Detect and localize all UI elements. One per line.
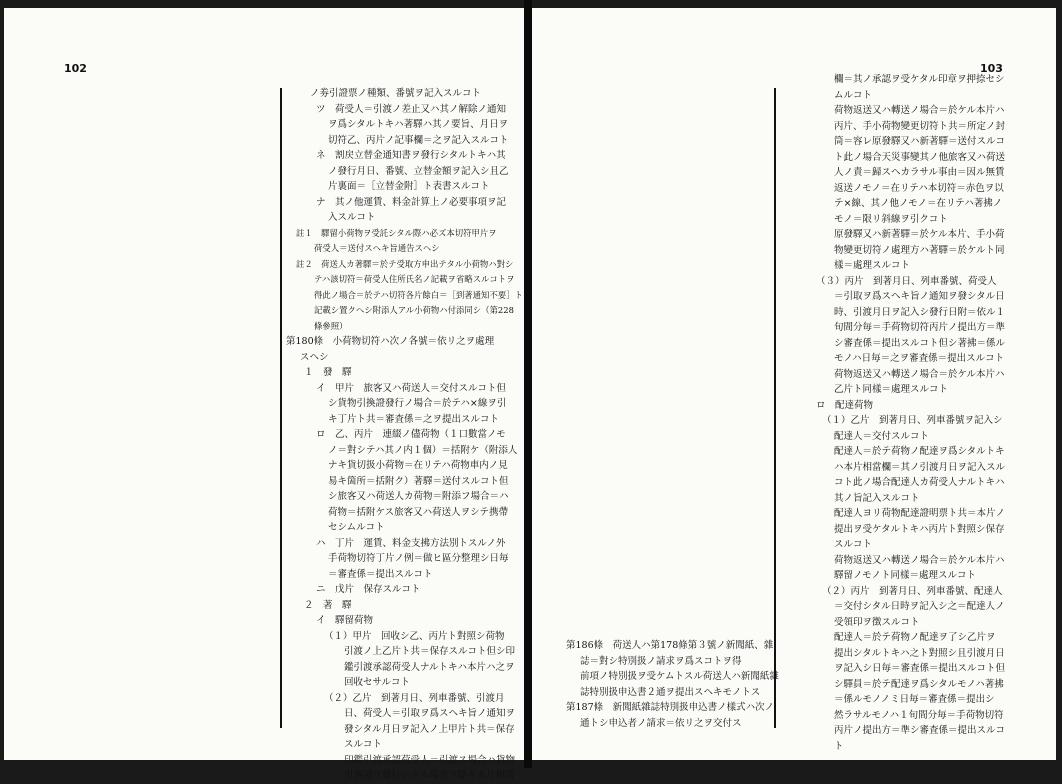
text-line: 荷受人＝送付スヘキ旨通告スヘシ (314, 243, 440, 253)
right-page (532, 8, 1056, 760)
text-line: 配達人＝交付スルコト (834, 430, 930, 442)
text-line: （２）乙片 到著月日、列車番號、引渡月 (324, 692, 505, 704)
text-line: 易キ箇所＝括附ク）著驛＝送付スルコト但 (328, 475, 509, 487)
text-line: モノ＝限リ斜線ヲ引クコト (834, 213, 948, 225)
text-line: ハ本片相當欄＝其ノ引渡月日ヲ記入スル (834, 461, 1006, 473)
text-line: 條參照） (314, 320, 348, 331)
text-line: ２ 著 驛 (304, 599, 352, 611)
text-line: 樣＝處理スルコト (834, 260, 911, 271)
text-line: 配達人ヨリ荷物配達證明票ト共＝本片ノ (834, 508, 1006, 519)
text-line: イ 甲片 旅客又ハ荷送人＝交付スルコト但 (316, 382, 507, 394)
text-line: 通トシ申込者ノ請求＝依リ之ヲ交付ス (580, 717, 742, 729)
text-line: 荷物返送又ハ轉送ノ場合＝於ケル本片ハ (834, 368, 1005, 380)
text-line: 誌特別扱申込書２通ヲ提出スヘキモノトス (580, 686, 761, 698)
left-page (4, 8, 524, 781)
text-line: 發シタル月日ヲ記入ノ上甲片ト共＝保存 (344, 723, 515, 735)
text-line: 記載シ置クヘシ附添人アル小荷物ハ付添同シ（第228 (314, 305, 514, 315)
text-column (812, 72, 1005, 754)
text-line: スルコト (834, 539, 873, 550)
text-line: 返送ノモノ＝在リテハ本切符＝赤色ヲ以 (834, 182, 1004, 194)
column-rule (280, 88, 282, 728)
text-line: １ 發 驛 (304, 367, 352, 378)
text-line: 印鑑引渡承認荷受人＝引渡ス場合ハ貨物 (344, 754, 516, 766)
text-line: （２）丙片 到著月日、列車番號、配達人 (822, 585, 1003, 597)
text-column (286, 86, 523, 784)
text-line: 回收セサルコト (344, 677, 411, 688)
text-line: 引渡ノ上乙片ト共＝保存スルコト但シ印 (344, 646, 516, 657)
text-line: イ 驛留荷物 (316, 615, 374, 626)
text-line: ＝交付シタル日時ヲ記入シ之＝配達人ノ (834, 601, 1005, 612)
text-line: モノハ日毎＝之ヲ審査係＝提出スルコト (834, 353, 1005, 364)
page-number: 103 (980, 62, 1003, 75)
text-line: ロ 乙、丙片 連綴ノ儘荷物（１口數當ノモ (316, 429, 506, 440)
text-line: ナ 其ノ他運賃、料金計算上ノ必要事項ヲ記 (316, 196, 507, 208)
text-line: ＝引取ヲ爲スヘキ旨ノ通知ヲ發シタル日 (834, 291, 1005, 302)
text-line: 其ノ旨記入スルコト (834, 492, 920, 504)
text-line: スヘシ (300, 351, 329, 363)
text-line: 得此ノ場合＝於テハ切符各片餘白＝［到著通知不要］ト (314, 289, 523, 300)
text-line: 原發驛又ハ新著驛＝於ケル本片、手小荷 (834, 229, 1005, 240)
text-line: 前項ノ特別扱ヲ受ケムトスル荷送人ハ新聞紙雜 (580, 671, 779, 682)
text-line: 受領印ヲ徴スルコト (834, 616, 920, 628)
text-line: ヲ爲シタルトキハ著驛ハ其ノ要旨、月日ヲ (328, 119, 509, 130)
text-line: シ旅客又ハ荷送人カ荷物＝附添フ場合＝ハ (328, 491, 509, 502)
text-line: 日、荷受人＝引取ヲ爲スヘキ旨ノ通知ヲ (344, 708, 516, 719)
text-line: 註２ 荷送人カ著驛＝於テ受取方申出テタル小荷物ハ對シ (296, 258, 514, 269)
book-gutter (524, 0, 532, 768)
text-line: 配達人＝於テ荷物ノ配達ヲ爲シタルトキ (834, 446, 1005, 457)
page-number: 102 (64, 62, 87, 75)
text-line: ト (834, 740, 844, 752)
text-line: 欄＝其ノ承認ヲ受ケタル印章ヲ押捺セシ (834, 74, 1005, 85)
text-line: テハ該切符＝荷受人住所氏名ノ記載ヲ省略スルコトヲ (314, 274, 515, 284)
text-line: ノ發行月日、番號、立替金額ヲ記入シ且乙 (328, 165, 509, 177)
text-line: 提出シタルトキハ之ト對照シ且引渡月日 (834, 647, 1005, 659)
text-line: 時、引渡月日ヲ記入シ發行日附＝依ル１ (834, 306, 1006, 318)
text-line: 乙片ト同樣＝處理スルコト (834, 384, 949, 395)
text-line: 入スルコト (328, 212, 376, 223)
text-line: シ審査係＝提出スルコト但シ著拂＝係ル (834, 337, 1006, 349)
text-line: テ×線、其ノ他ノモノ＝在リテハ著拂ノ (834, 198, 1003, 209)
text-line: 第187條 新聞紙雜誌特別扱申込書ノ樣式ハ次ノ (566, 702, 775, 713)
text-line: ツ 荷受人＝引渡ノ差止又ハ其ノ解除ノ通知 (316, 103, 507, 115)
text-line: （３）丙片 到著月日、列車番號、荷受人 (816, 275, 997, 287)
text-line: セシムルコト (328, 522, 385, 533)
text-line: ノ＝對シテハ其ノ内１個）＝括附ケ（附添人 (328, 444, 518, 456)
text-line: 誌＝對シ特別扱ノ請求ヲ爲スコトヲ得 (580, 655, 742, 667)
text-line: 切符乙、丙片ノ記事欄＝之ヲ記入スルコト (328, 134, 509, 146)
text-line: 鑑引渡承認荷受人ナルトキハ本片ハ之ヲ (344, 661, 515, 673)
text-line: 第186條 荷送人ハ第178條第３號ノ新聞紙、雜 (566, 640, 774, 651)
text-line: ＝審査係＝提出スルコト (328, 568, 433, 580)
text-line: ト此ノ場合天災事變其ノ他旅客又ハ荷送 (834, 151, 1006, 163)
text-line: 荷物返送又ハ轉送ノ場合＝於ケル本片ハ (834, 105, 1005, 116)
text-line: ニ 戊片 保存スルコト (316, 584, 421, 595)
text-line: （１）甲片 回收シ乙、丙片ト對照シ荷物 (324, 630, 505, 642)
text-line: 旬間分毎＝手荷物切符丙片ノ提出方＝準 (834, 322, 1006, 333)
text-line: ヲ記入シ日毎＝審査係＝提出スルコト但 (834, 663, 1006, 674)
text-line: ハ 丁片 運賃、料金支拂方法別トスルノ外 (316, 537, 506, 549)
text-line: 註１ 驛留小荷物ヲ受託シタル際ハ必ズ本切符甲片ヲ (296, 227, 497, 238)
text-line: 然ラサルモノハ１旬間分毎＝手荷物切符 (834, 709, 1004, 721)
article-block (556, 638, 779, 731)
column-rule (774, 88, 776, 728)
text-line: ナキ貨切扱小荷物＝在リテハ荷物車内ノ見 (328, 460, 508, 471)
text-line: 人ノ責＝歸スヘカラサル事由＝因ル無賃 (834, 167, 1005, 178)
text-line: 筒＝容レ原發驛又ハ新著驛＝送付スルコ (834, 136, 1006, 147)
text-line: コト此ノ場合配達人カ荷受人ナルトキハ (834, 477, 1005, 488)
text-line: 片裏面＝［立替金附］ト表書スルコト (328, 181, 490, 192)
text-line: 驛留ノモノト同樣＝處理スルコト (834, 570, 977, 581)
text-line: 丙片、手小荷物變更切符ト共＝所定ノ封 (834, 120, 1006, 132)
text-line: 物變更切符ノ處理方ハ著驛＝於ケルト同 (834, 244, 1005, 256)
text-line: キ丁片ト共＝審査係＝之ヲ提出スルコト (328, 413, 500, 425)
text-line: 第180條 小荷物切符ハ次ノ各號＝依リ之ヲ處理 (286, 336, 495, 347)
text-line: 提出ヲ受ケタルトキハ丙片ト對照シ保存 (834, 523, 1005, 535)
text-line: （１）乙片 到著月日、列車番號ヲ記入シ (822, 415, 1003, 426)
text-line: 荷物＝括附ケス旅客又ハ荷送人ヲシテ携帶 (328, 506, 509, 518)
text-line: 配達人＝於テ荷物ノ配達ヲ了シ乙片ヲ (834, 632, 996, 643)
text-line: ムルコト (834, 89, 873, 101)
text-line: シ驛員＝於テ配達ヲ爲シタルモノハ著拂 (834, 678, 1004, 690)
text-line: 荷物返送又ハ轉送ノ場合＝於ケル本片ハ (834, 554, 1005, 566)
text-line: ＝係ルモノノミ日毎＝審査係＝提出シ (834, 694, 995, 705)
text-line: ノ劵引證票ノ種類、番號ヲ記入スルコト (310, 88, 482, 99)
text-line: ロ 配達荷物 (816, 399, 874, 411)
text-line: 手荷物切符丁片ノ例＝做ヒ區分整理シ日毎 (328, 553, 509, 564)
text-line: 丙片ノ提出方＝準シ審査係＝提出スルコ (834, 725, 1006, 736)
text-line: スルコト (344, 739, 383, 750)
text-line: 引換證ヲ發行シタル場合ヲ除キ本片相當 (344, 770, 515, 781)
text-line: ネ 割戻立替金通知書ヲ發行シタルトキハ其 (316, 150, 506, 161)
text-line: シ貨物引換證發行ノ場合＝於テハ×線ヲ引 (328, 398, 507, 409)
